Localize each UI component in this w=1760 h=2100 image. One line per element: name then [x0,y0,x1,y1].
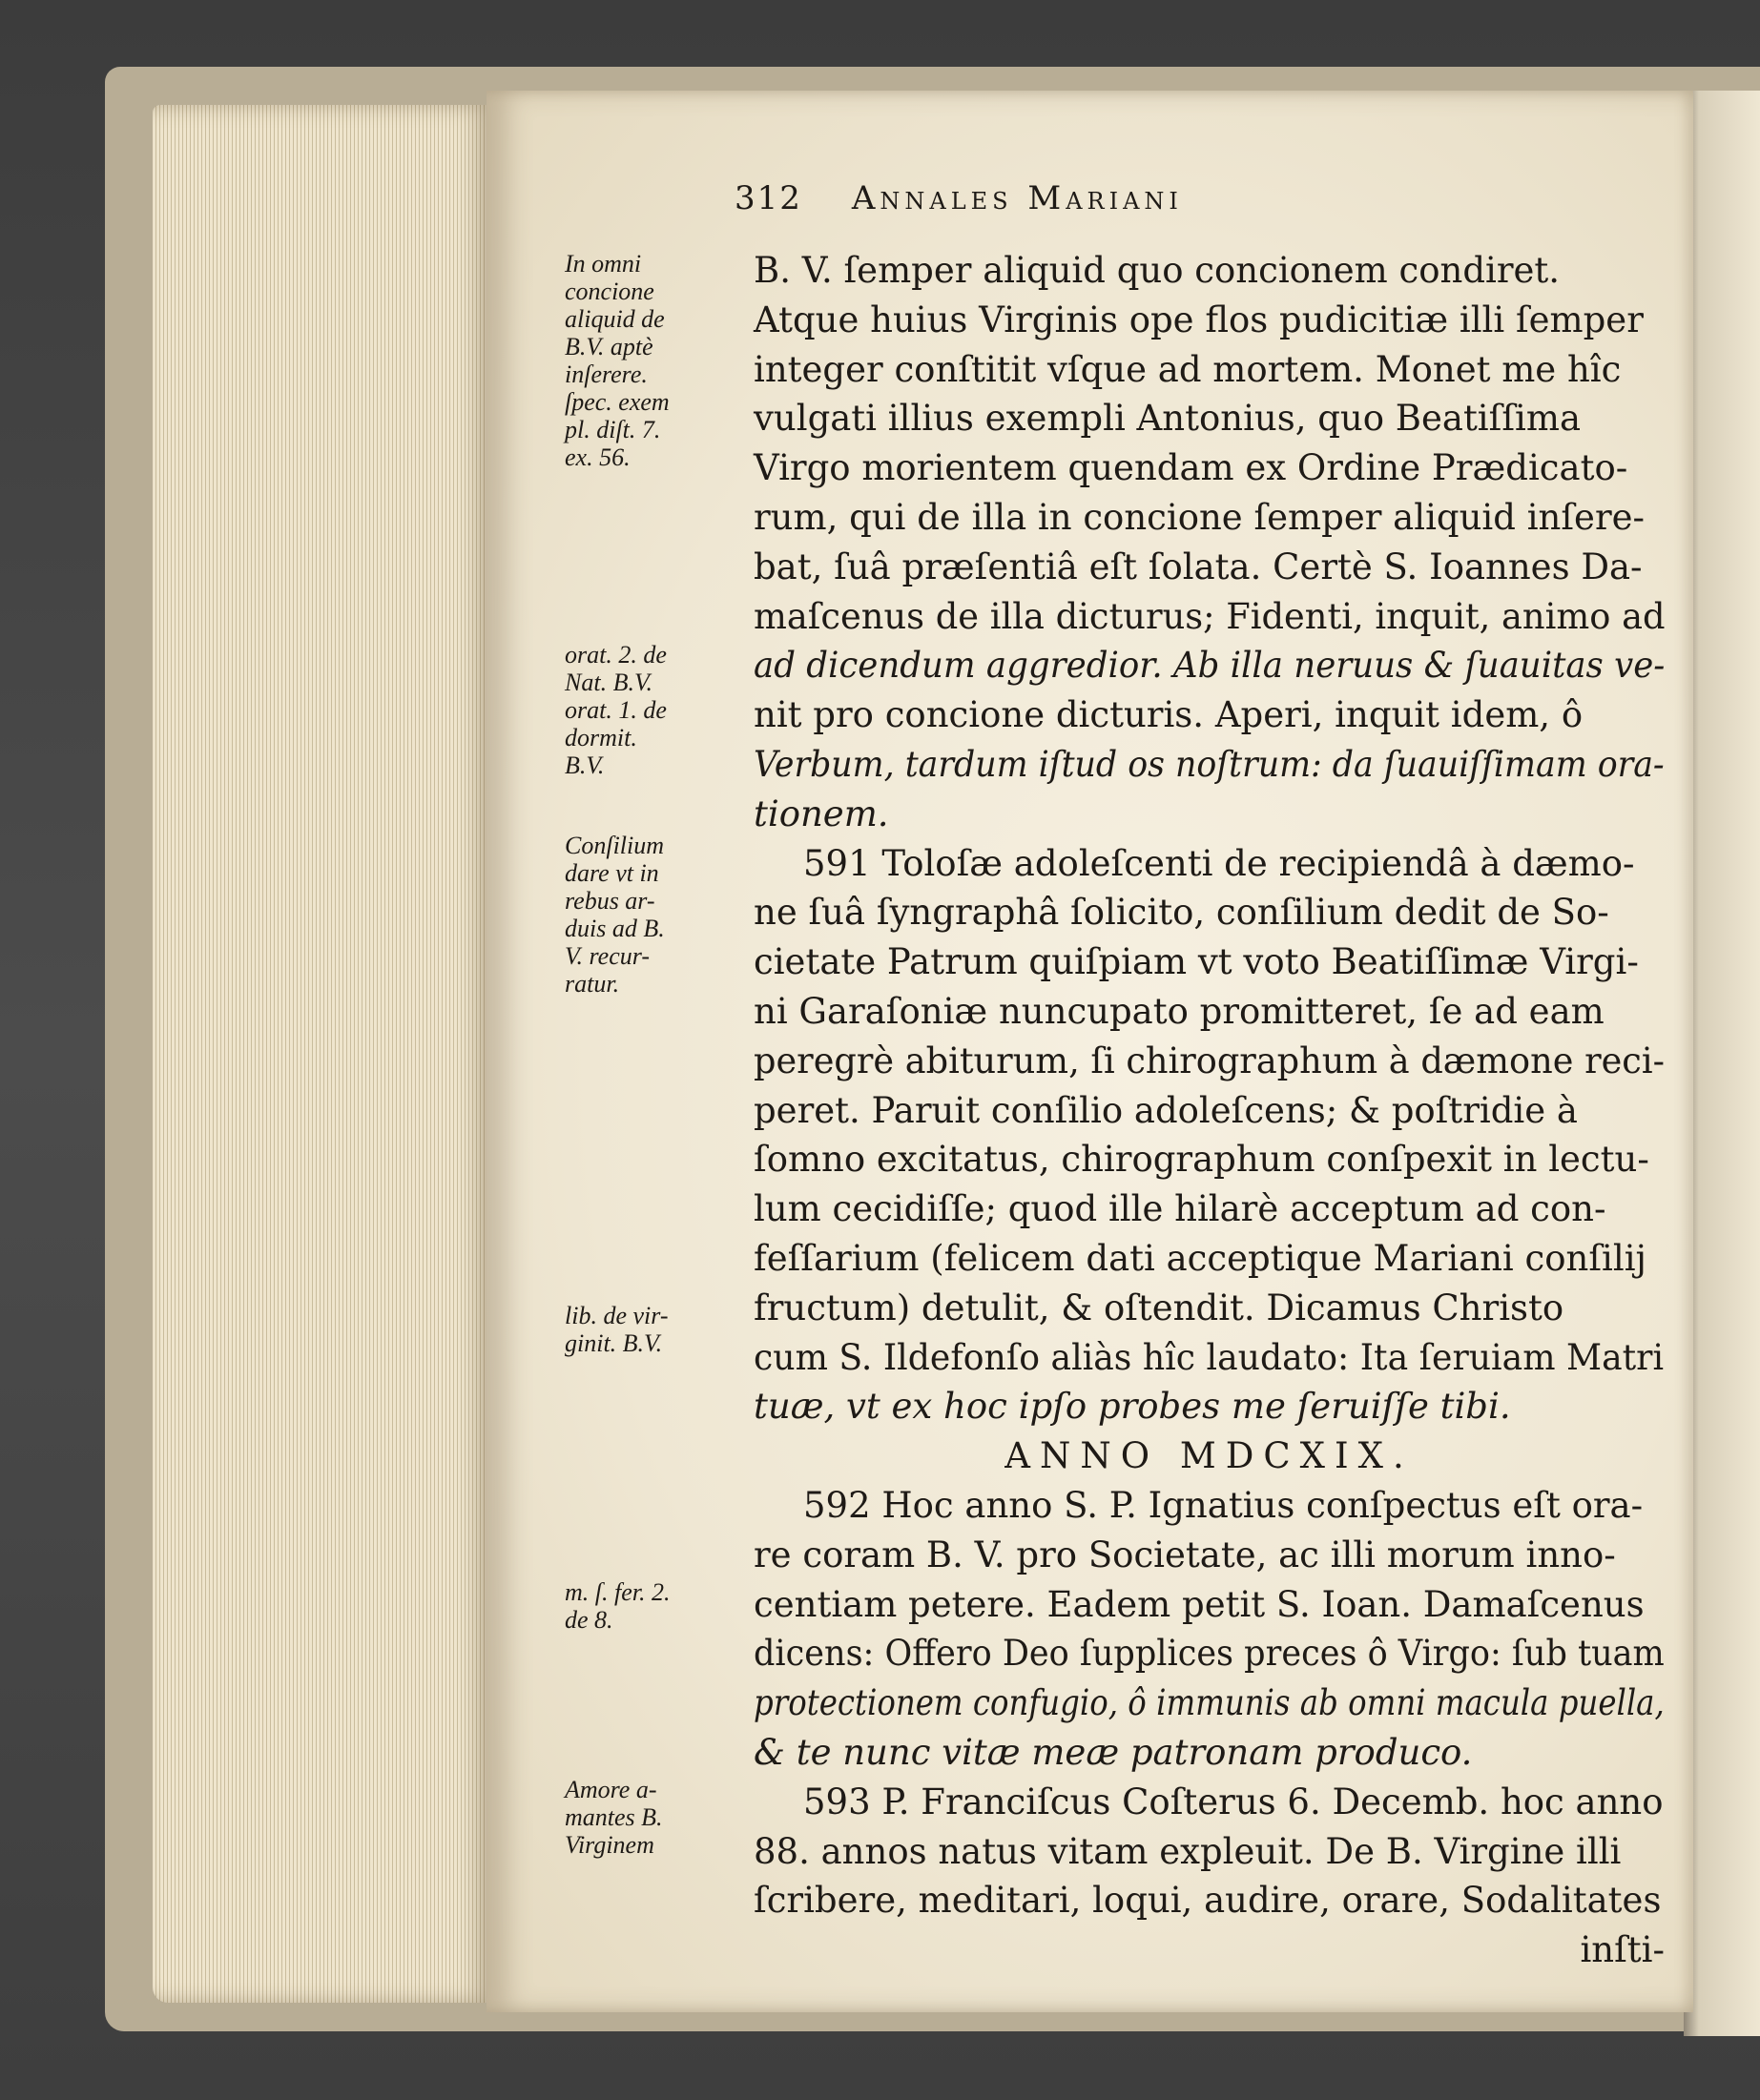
main-text-block [754,246,1665,1975]
text-line: vulgati illius exempli Antonius, quo Beatiſſima [754,398,1582,440]
paragraph-591-start: 591 Toloſæ adoleſcenti de recipiendâ à dæmo- [803,842,1635,884]
margin-note-line: duis ad B. [565,915,665,942]
margin-note-line: mantes B. [565,1803,663,1831]
margin-note [565,832,746,998]
margin-note-line: m. ſ. fer. 2. [565,1578,671,1606]
text-line: ad dicendum aggredior. Ab illa neruus & ſuauitas ve- [754,645,1666,687]
text-line: peret. Paruit conſilio adoleſcens; & poſtridie à [754,1089,1578,1131]
margin-note-line: Conſilium [565,832,665,859]
paragraph-593-start: 593 P. Franciſcus Coſterus 6. Decemb. hoc anno [803,1781,1664,1822]
running-title: Annales Mariani [851,179,1183,217]
facing-page-edge [1684,91,1760,2036]
margin-note-line: lib. de vir- [565,1302,669,1329]
margin-note-line: Nat. B.V. [565,669,652,696]
margin-note-line: rebus ar- [565,887,655,915]
text-line: ſomno excitatus, chirographum conſpexit in lectu- [754,1139,1649,1181]
margin-note-line: ſpec. exem [565,388,670,416]
margin-note-line: concione [565,278,654,305]
margin-note [565,1578,746,1634]
text-line: 88. annos natus vitam expleuit. De B. Virgine illi [754,1830,1622,1872]
text-line: tionem. [754,793,889,834]
text-line: rum, qui de illa in concione ſemper aliquid inſere- [754,496,1646,538]
margin-note [565,1302,746,1357]
margin-note-line: orat. 2. de [565,641,667,669]
text-line: bat, ſuâ præſentiâ eſt ſolata. Certè S. Ioannes Da- [754,546,1643,587]
text-line: tuæ, vt ex hoc ipſo probes me ſeruiſſe tibi. [754,1386,1511,1428]
text-line: Virgo morientem quendam ex Ordine Prædicato- [754,447,1628,489]
text-line: maſcenus de illa dicturus; Fidenti, inquit, animo ad [754,595,1666,637]
text-line: Verbum, tardum iſtud os noſtrum: da ſuauiſſimam ora- [754,743,1665,785]
margin-note-line: B.V. aptè [565,333,653,360]
margin-note-line: ginit. B.V. [565,1329,663,1357]
text-line: ni Garaſoniæ nuncupato promitteret, ſe ad eam [754,990,1605,1032]
text-line: re coram B. V. pro Societate, ac illi morum inno- [754,1534,1616,1575]
margin-note-line: inſerere. [565,360,648,388]
text-line: nit pro concione dicturis. Aperi, inquit idem, ô [754,694,1584,736]
margin-note-line: Amore a- [565,1776,657,1803]
text-line: cietate Patrum quiſpiam vt voto Beatiſſimæ Virgi- [754,941,1639,983]
text-line: & te nunc vitæ meæ patronam produco. [754,1731,1473,1773]
text-line: Atque huius Virginis ope flos pudicitiæ illi ſemper [754,299,1644,340]
text-line: ſcribere, meditari, loqui, audire, orare, Sodalitates [754,1880,1662,1922]
text-line: cum S. Ildefonſo aliàs hîc laudato: Ita ſeruiam Matri [754,1336,1665,1378]
page-edges [153,105,496,2003]
margin-note-line: In omni [565,250,642,278]
margin-note [565,250,746,471]
margin-note-line: dormit. [565,724,637,751]
text-line: fructum) detulit, & oſtendit. Dicamus Christo [754,1287,1564,1328]
margin-note [565,1776,746,1859]
margin-note [565,641,746,779]
margin-note-line: Virginem [565,1831,654,1859]
margin-note-line: B.V. [565,751,605,779]
running-head [735,175,1498,222]
text-line: peregrè abiturum, ſi chirographum à dæmone reci- [754,1040,1665,1081]
text-line: protectionem confugio, ô immunis ab omni macula puella, [754,1682,1665,1724]
text-line: ne ſuâ ſyngraphâ ſolicito, conſilium dedit de So- [754,892,1609,934]
margin-note-line: pl. diſt. 7. [565,416,661,443]
text-line: feſſarium (felicem dati acceptique Mariani conſilij [754,1237,1647,1279]
paragraph-592-start: 592 Hoc anno S. P. Ignatius conſpectus eſt ora- [803,1484,1644,1526]
margin-note-line: orat. 1. de [565,696,667,724]
page-number: 312 [735,179,802,217]
margin-note-line: V. recur- [565,942,651,970]
text-line: B. V. ſemper aliquid quo concionem condiret. [754,250,1561,291]
margin-note-line: de 8. [565,1606,613,1634]
text-line: lum cecidiſſe; quod ille hilarè acceptum ad con- [754,1188,1606,1230]
margin-note-line: aliquid de [565,305,665,333]
margin-note-line: ex. 56. [565,443,631,471]
margin-note-line: ratur. [565,970,620,998]
text-line: integer conſtitit vſque ad mortem. Monet me hîc [754,348,1622,390]
catchword: inſti- [1580,1929,1665,1971]
year-heading: ANNO MDCXIX. [1004,1435,1414,1477]
text-line: centiam petere. Eadem petit S. Ioan. Damaſcenus [754,1583,1645,1625]
margin-note-line: dare vt in [565,859,659,887]
text-line: dicens: Offero Deo ſupplices preces ô Virgo: ſub tuam [754,1633,1665,1675]
